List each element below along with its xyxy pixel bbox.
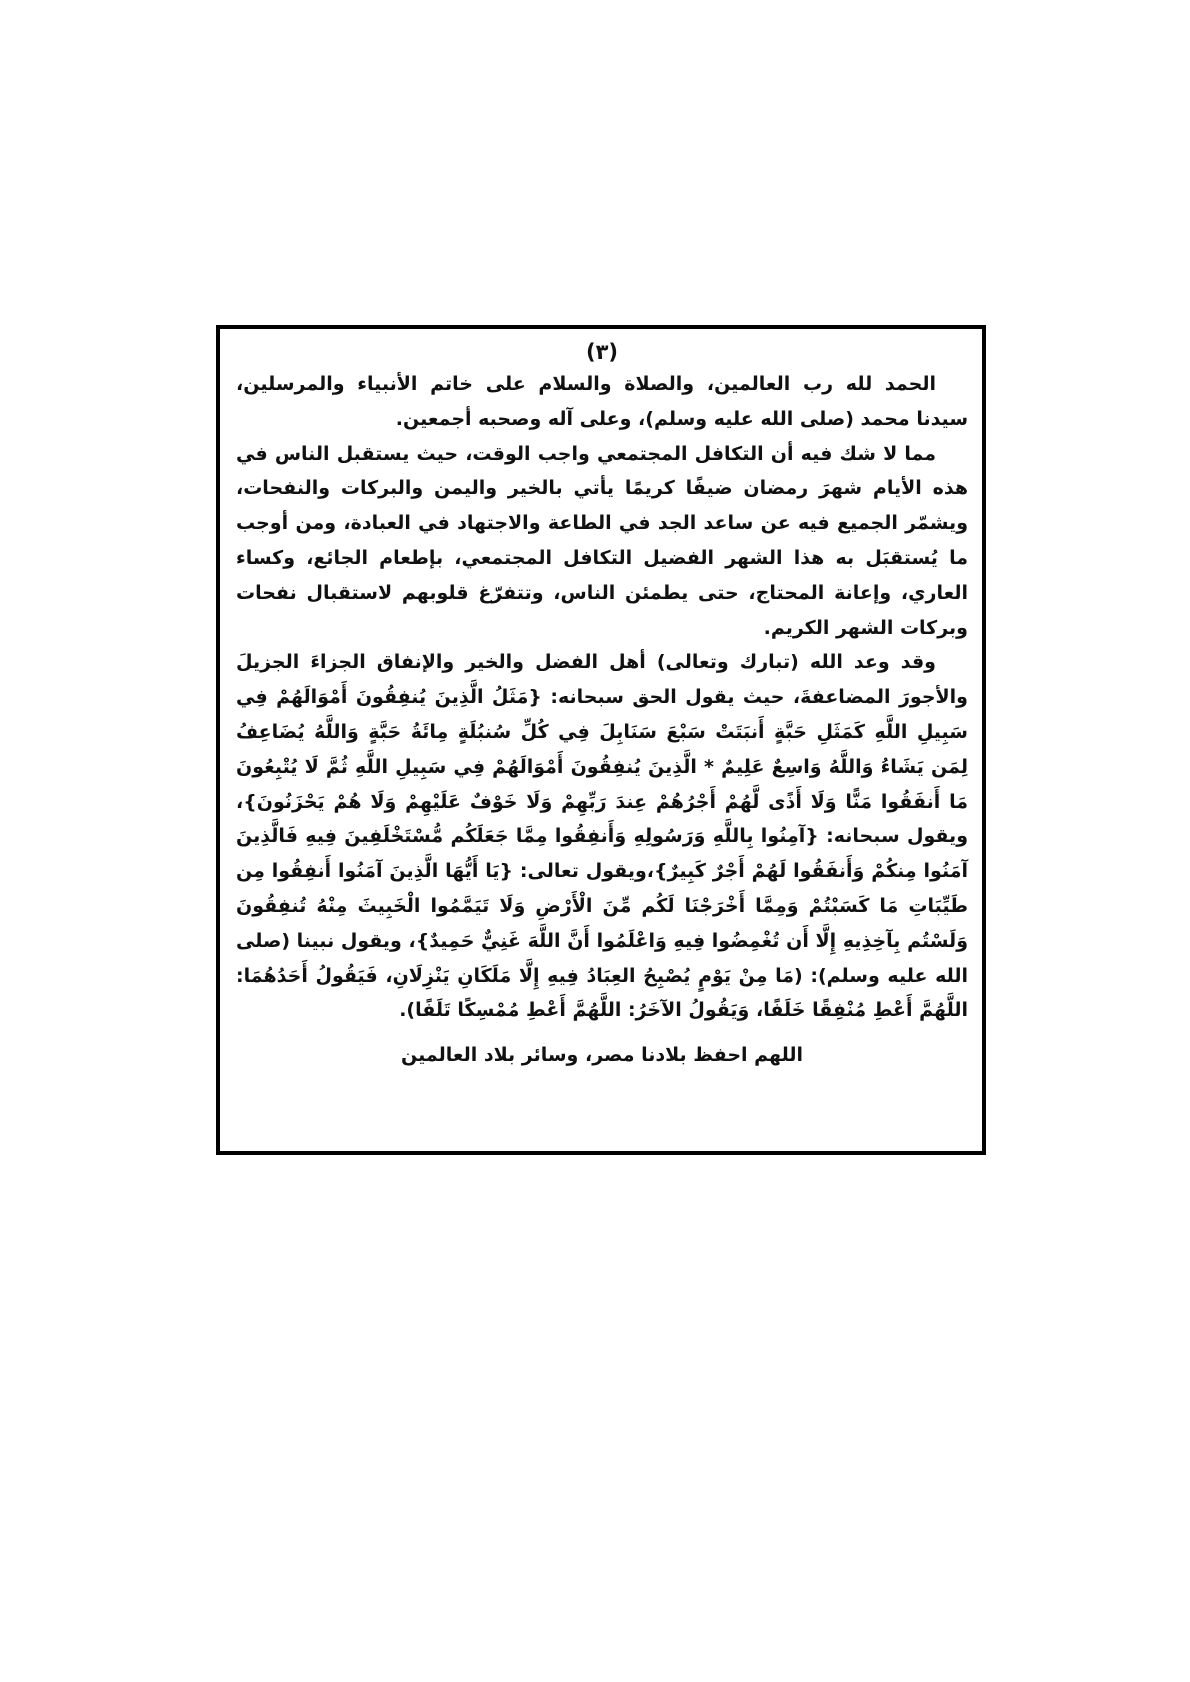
page-number: (٣) <box>585 340 619 364</box>
paragraph-social-solidarity: مما لا شك فيه أن التكافل المجتمعي واجب الوقت، حيث يستقبل الناس في هذه الأيام شهرَ رمضان ضيفًا كريمًا يأتي بالخير واليمن والبركات والنفحات، ويشمّر الجميع فيه عن ساعد الجد في الطاعة والاجتهاد في العبادة، ومن أوجب ما يُستقبَل به هذا الشهر الفضيل التكافل المجتمعي، بإطعام الجائع، وكساء العاري، وإعانة المحتاج، حتى يطمئن الناس، وتتفرّغ قلوبهم لاستقبال نفحات وبركات الشهر الكريم. <box>236 442 968 639</box>
page-frame <box>216 325 986 1155</box>
body-text <box>236 367 968 1028</box>
paragraph-quran-verses: وقد وعد الله (تبارك وتعالى) أهل الفضل والخير والإنفاق الجزاءَ الجزيلَ والأجورَ المضاعفةَ، حيث يقول الحق سبحانه: {مَثَلُ الَّذِينَ يُنفِقُونَ أَمْوَالَهُمْ فِي سَبِيلِ اللَّهِ كَمَثَلِ حَبَّةٍ أَنبَتَتْ سَبْعَ سَنَابِلَ فِي كُلِّ سُنبُلَةٍ مِائَةُ حَبَّةٍ وَاللَّهُ يُضَاعِفُ لِمَن يَشَاءُ وَاللَّهُ وَاسِعٌ عَلِيمٌ * الَّذِينَ يُنفِقُونَ أَمْوَالَهُمْ فِي سَبِيلِ اللَّهِ ثُمَّ لَا يُتْبِعُونَ مَا أَنفَقُوا مَنًّا وَلَا أَذًى لَّهُمْ أَجْرُهُمْ عِندَ رَبِّهِمْ وَلَا خَوْفٌ عَلَيْهِمْ وَلَا هُمْ يَحْزَنُونَ}، ويقول سبحانه: {آمِنُوا بِاللَّهِ وَرَسُولِهِ وَأَنفِقُوا مِمَّا جَعَلَكُم مُّسْتَخْلَفِينَ فِيهِ فَالَّذِينَ آمَنُوا مِنكُمْ وَأَنفَقُوا لَهُمْ أَجْرٌ كَبِيرٌ}،ويقول تعالى: {يَا أَيُّهَا الَّذِينَ آمَنُوا أَنفِقُوا مِن طَيِّبَاتِ مَا كَسَبْتُمْ وَمِمَّا أَخْرَجْنَا لَكُم مِّنَ الْأَرْضِ وَلَا تَيَمَّمُوا الْخَبِيثَ مِنْهُ تُنفِقُونَ وَلَسْتُم بِآخِذِيهِ إِلَّا أَن تُغْمِضُوا فِيهِ وَاعْلَمُوا أَنَّ اللَّهَ غَنِيٌّ حَمِيدٌ}، ويقول نبينا (صلى الله عليه وسلم): (مَا مِنْ يَوْمٍ يُصْبِحُ العِبَادُ فِيهِ إِلَّا مَلَكَانِ يَنْزِلَانِ، فَيَقُولُ أَحَدُهُمَا: اللَّهُمَّ أَعْطِ مُنْفِقًا خَلَفًا، وَيَقُولُ الآخَرُ: اللَّهُمَّ أَعْطِ مُمْسِكًا تَلَفًا). <box>236 651 968 1022</box>
paragraph-opening: الحمد لله رب العالمين، والصلاة والسلام على خاتم الأنبياء والمرسلين، سيدنا محمد (صلى الله عليه وسلم)، وعلى آله وصحبه أجمعين. <box>236 373 968 430</box>
closing-prayer: اللهم احفظ بلادنا مصر، وسائر بلاد العالمين <box>401 1044 803 1067</box>
